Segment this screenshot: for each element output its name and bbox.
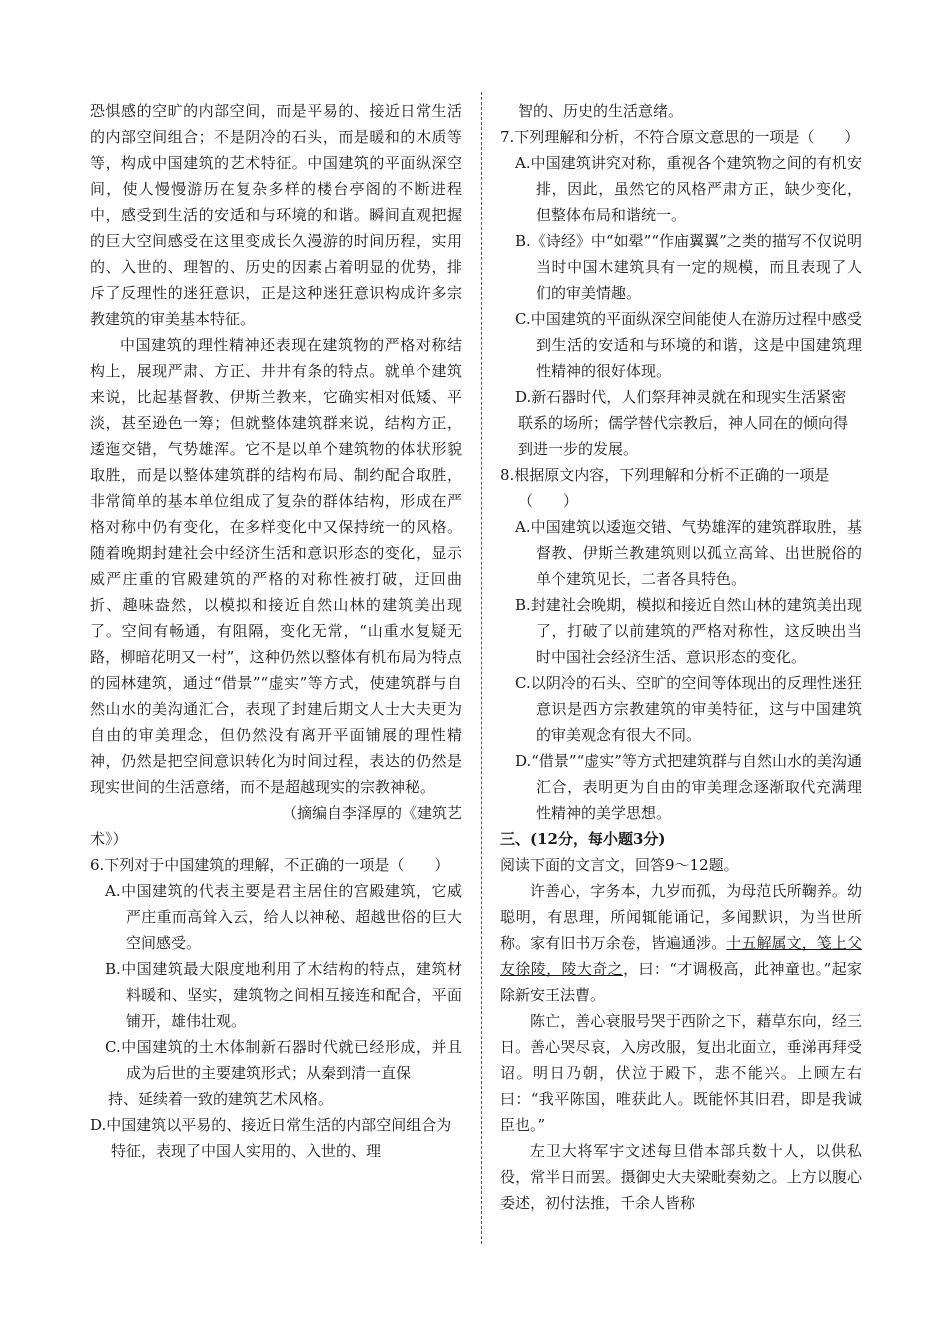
- option-a: A.中国建筑以逶迤交错、气势雄浑的建筑群取胜，基督教、伊斯兰教建筑则以孤立高耸、出世脱俗的单个建筑见长，二者各具特色。: [515, 518, 862, 588]
- wenyan-paragraph: [500, 878, 862, 1008]
- wenyan-text: 许善心，字务本，九岁而孤，为母范氏所鞠养。幼聪明，有思理，所闻辄能诵记，多闻默识，为当世所称。家有旧书万余卷，皆遍通涉。: [500, 882, 862, 952]
- section-instruction: 阅读下面的文言文，回答9～12题。: [500, 856, 739, 874]
- source-citation: （摘编自李泽厚的《建筑艺: [281, 804, 462, 822]
- wenyan-paragraph: 陈亡，善心衰服号哭于西阶之下，藉草东向，经三日。善心哭尽哀，入房改服，复出北面立，垂涕再拜受诏。明日乃朝，伏泣于殿下，悲不能兴。上顾左右曰：“我平陈国，唯获此人。既能怀其旧君，即是我诚臣也。”: [500, 1012, 862, 1134]
- option-c: C.中国建筑的土木体制新石器时代就已经形成，并且成为后世的主要建筑形式；从秦到清一直保: [105, 1038, 462, 1082]
- option-c: C.中国建筑的平面纵深空间能使人在游历过程中感受到生活的安适和与环境的和谐，这是中国建筑理性精神的很好体现。: [515, 310, 862, 380]
- question-7: [500, 124, 862, 462]
- option-b: B.中国建筑最大限度地利用了木结构的特点，建筑材料暖和、坚实，建筑物之间相互接连和配合，平面铺开，雄伟壮观。: [105, 960, 462, 1030]
- passage-paragraph: 中国建筑的理性精神还表现在建筑物的严格对称结构上，展现严肃、方正、井井有条的特点。就单个建筑来说，比起基督教、伊斯兰教来，它确实相对低矮、平淡，甚至逊色一筹；但就整体建筑群来说，结构方正，逶迤交错，气势雄浑。它不是以单个建筑物的体状形貌取胜，而是以整体建筑群的结构布局、制约配合取胜，非常简单的基本单位组成了复杂的群体结构，形成在严格对称中仍有变化，在多样变化中又保持统一的风格。随着晚期封建社会中经济生活和意识形态的变化，显示威严庄重的官殿建筑的严格的对称性被打破，迂回曲折、趣味盎然，以模拟和接近自然山林的建筑美出现了。空间有畅通，有阻隔，变化无常，“山重水复疑无路，柳暗花明又一村”，这种仍然以整体有机布局为特点的园林建筑，通过“借景”“虚实”等方式，使建筑群与自然山水的美沟通汇合，表现了封建后期文人士大夫更为自由的审美理念，但仍然没有离开平面铺展的理性精神，仍然是把空间意识转化为时间过程，表达的仍然是现实世间的生活意绪，而不是超越现实的宗教神秘。: [90, 336, 462, 796]
- source-citation-cont: 术》）: [90, 830, 128, 848]
- option-d: D.新石器时代，人们祭拜神灵就在和现实生活紧密: [515, 388, 847, 406]
- wenyan-text: ，曰：“才调极高，此神童也。”起家除新安王法曹。: [500, 960, 862, 1004]
- option-a: A.中国建筑讲究对称，重视各个建筑物之间的有机安排，因此，虽然它的风格严肃方正，缺少变化，但整体布局和谐统一。: [515, 154, 862, 224]
- question-stem: 6.下列对于中国建筑的理解，不正确的一项是（ ）: [90, 856, 450, 874]
- option-c: C.以阴冷的石头、空旷的空间等体现出的反理性迷狂意识是西方宗教建筑的审美特征，这与中国建筑的审美观念有很大不同。: [515, 674, 862, 744]
- passage: [90, 98, 462, 800]
- option-d-continued: 联系的场所；儒学替代宗教后，神人同在的倾向得到进一步的发展。: [518, 414, 849, 458]
- option-d-continued: 智的、历史的生活意绪。: [518, 102, 684, 120]
- left-column: [90, 98, 462, 1164]
- question-8: [500, 462, 862, 826]
- wenyan-paragraph: 左卫大将军宇文述每旦借本部兵数十人，以供私役，常半日而罢。摄御史大夫梁毗奏劾之。上方以腹心委述，初付法推，千余人皆称: [500, 1142, 862, 1212]
- right-column: [500, 98, 862, 1216]
- question-stem: 8.根据原文内容，下列理解和分析不正确的一项是（ ）: [500, 466, 830, 510]
- option-a: A.中国建筑的代表主要是君主居住的宫殿建筑，它威严庄重而高耸入云，给人以神秘、超越世俗的巨大空间感受。: [105, 882, 462, 952]
- option-c-continued: 持、延续着一致的建筑艺术风格。: [108, 1090, 334, 1108]
- option-b: B.封建社会晚期，模拟和接近自然山林的建筑美出现了，打破了以前建筑的严格对称性，这反映出当时中国社会经济生活、意识形态的变化。: [515, 596, 862, 666]
- question-stem: 7.下列理解和分析，不符合原文意思的一项是（ ）: [500, 128, 860, 146]
- option-d: D.“借景”“虚实”等方式把建筑群与自然山水的美沟通汇合，表明更为自由的审美理念逐渐取代充满理性精神的美学思想。: [515, 752, 862, 822]
- section-title: 三、(12分，每小题3分): [500, 830, 666, 848]
- question-6: [90, 852, 462, 1164]
- option-b: B.《诗经》中“如翚”“作庙翼翼”之类的描写不仅说明当时中国木建筑具有一定的规模，而且表现了人们的审美情趣。: [515, 232, 862, 302]
- column-divider: [481, 92, 482, 1244]
- underlined-sentence: 十五解属文，笺上父友徐陵，陵大奇之: [500, 934, 862, 978]
- passage-paragraph: 恐惧感的空旷的内部空间，而是平易的、接近日常生活的内部空间组合；不是阴冷的石头，而是暖和的木质等等，构成中国建筑的艺术特征。中国建筑的平面纵深空间，使人慢慢游历在复杂多样的楼台亭阁的不断进程中，感受到生活的安适和与环境的和谐。瞬间直观把握的巨大空间感受在这里变成长久漫游的时间历程，实用的、入世的、理智的、历史的因素占着明显的优势，排斥了反理性的迷狂意识，正是这种迷狂意识构成许多宗教建筑的审美基本特征。: [90, 102, 462, 328]
- option-d: D.中国建筑以平易的、接近日常生活的内部空间组合为特征，表现了中国人实用的、入世的、理: [90, 1116, 452, 1160]
